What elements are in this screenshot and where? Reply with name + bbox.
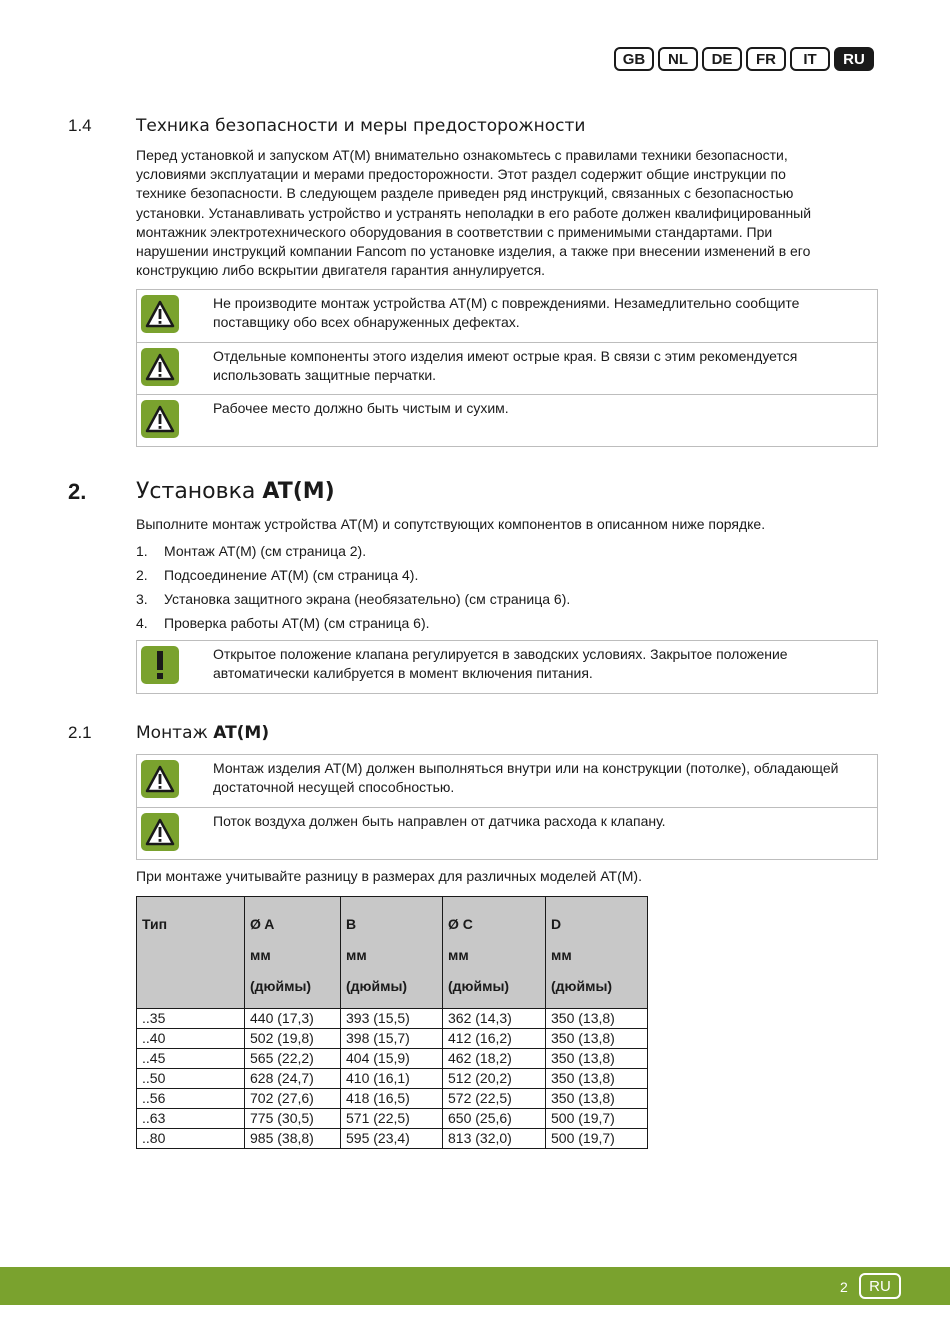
table-cell: 628 (24,7) bbox=[245, 1069, 341, 1089]
section-1-4-number: 1.4 bbox=[68, 116, 92, 135]
table-cell: 350 (13,8) bbox=[546, 1069, 648, 1089]
table-intro: При монтаже учитывайте разницу в размерах для различных моделей AT(M). bbox=[136, 868, 642, 884]
list-item: 1. Монтаж AT(M) (см страница 2). bbox=[136, 543, 367, 559]
paragraph-line: конструкцию либо вскрытии двигателя гарантия аннулируется. bbox=[136, 262, 546, 279]
table-cell: 362 (14,3) bbox=[443, 1009, 546, 1029]
warning-row bbox=[137, 342, 877, 394]
table-cell: 418 (16,5) bbox=[341, 1089, 443, 1109]
table-cell: 398 (15,7) bbox=[341, 1029, 443, 1049]
section-2-title: Установка AT(M) bbox=[136, 479, 335, 504]
section-1-4-title: Техника безопасности и меры предосторожности bbox=[136, 116, 586, 136]
section-2-1-title: Монтаж AT(M) bbox=[136, 723, 270, 743]
warning-triangle-icon bbox=[141, 400, 179, 438]
lang-button-fr[interactable]: FR bbox=[746, 47, 786, 71]
paragraph-line: установки. Устанавливать устройство и устранять неполадки в его работе должен квалифицированный bbox=[136, 204, 812, 221]
note-text: Открытое положение клапана регулируется в заводских условиях. Закрытое положение bbox=[213, 646, 788, 662]
warning-text: достаточной несущей способностью. bbox=[213, 779, 455, 796]
note-box bbox=[136, 640, 878, 694]
warning-triangle-icon bbox=[141, 295, 179, 333]
header-a: Ø A мм (дюймы) bbox=[245, 897, 341, 1009]
table-cell: 650 (25,6) bbox=[443, 1109, 546, 1129]
table-cell: 775 (30,5) bbox=[245, 1109, 341, 1129]
list-item: 4. Проверка работы AT(M) (см страница 6). bbox=[136, 615, 430, 631]
table-header-row bbox=[137, 897, 648, 1009]
table-cell: 502 (19,8) bbox=[245, 1029, 341, 1049]
warning-text: Монтаж изделия AT(M) должен выполняться внутри или на конструкции (потолке), обладающей bbox=[213, 760, 839, 776]
footer-language-badge: RU bbox=[859, 1273, 901, 1299]
note-row bbox=[137, 641, 877, 693]
table-cell: 393 (15,5) bbox=[341, 1009, 443, 1029]
header-c: Ø C мм (дюймы) bbox=[443, 897, 546, 1009]
table-cell: ..63 bbox=[137, 1109, 245, 1129]
paragraph-line: Перед установкой и запуском AT(M) внимательно ознакомьтесь с правилами техники безопасности, bbox=[136, 147, 788, 163]
table-cell: ..50 bbox=[137, 1069, 245, 1089]
table-row bbox=[137, 1069, 648, 1089]
header-d: D мм (дюймы) bbox=[546, 897, 648, 1009]
table-row bbox=[137, 1009, 648, 1029]
table-cell: 410 (16,1) bbox=[341, 1069, 443, 1089]
table-row bbox=[137, 1129, 648, 1149]
warning-triangle-icon bbox=[141, 813, 179, 851]
table-cell: 350 (13,8) bbox=[546, 1049, 648, 1069]
mounting-warnings-box bbox=[136, 754, 878, 860]
warning-triangle-icon bbox=[141, 348, 179, 386]
warning-triangle-icon bbox=[141, 760, 179, 798]
table-cell: 404 (15,9) bbox=[341, 1049, 443, 1069]
table-cell: ..45 bbox=[137, 1049, 245, 1069]
lang-button-gb[interactable]: GB bbox=[614, 47, 654, 71]
paragraph-line: нарушении инструкций компании Fancom по установке изделия, а также при внесении изменений в его bbox=[136, 243, 811, 260]
table-cell: 350 (13,8) bbox=[546, 1029, 648, 1049]
table-cell: 813 (32,0) bbox=[443, 1129, 546, 1149]
table-cell: 412 (16,2) bbox=[443, 1029, 546, 1049]
table-cell: ..35 bbox=[137, 1009, 245, 1029]
paragraph-line: условиями эксплуатации и мерами предосторожности. Этот раздел содержит общие инструкции по bbox=[136, 166, 786, 183]
warning-row bbox=[137, 394, 877, 446]
warning-text: поставщику обо всех обнаруженных дефектах. bbox=[213, 314, 520, 331]
header-type: Тип bbox=[137, 897, 245, 1009]
warning-row bbox=[137, 755, 877, 807]
lang-button-it[interactable]: IT bbox=[790, 47, 830, 71]
language-selector bbox=[614, 47, 874, 71]
table-cell: 565 (22,2) bbox=[245, 1049, 341, 1069]
table-cell: ..56 bbox=[137, 1089, 245, 1109]
safety-warnings-box bbox=[136, 289, 878, 447]
warning-text: Поток воздуха должен быть направлен от датчика расхода к клапану. bbox=[213, 813, 666, 829]
lang-button-de[interactable]: DE bbox=[702, 47, 742, 71]
safety-paragraph bbox=[136, 146, 856, 280]
table-row bbox=[137, 1029, 648, 1049]
table-cell: ..40 bbox=[137, 1029, 245, 1049]
table-cell: 512 (20,2) bbox=[443, 1069, 546, 1089]
table-row bbox=[137, 1089, 648, 1109]
paragraph-line: монтажник электротехнического оборудования в соответствии с применимыми стандартами. При bbox=[136, 223, 773, 240]
section-2-1-number: 2.1 bbox=[68, 723, 92, 742]
table-row bbox=[137, 1049, 648, 1069]
warning-text: Отдельные компоненты этого изделия имеют острые края. В связи с этим рекомендуется bbox=[213, 348, 798, 364]
warning-text: Рабочее место должно быть чистым и сухим. bbox=[213, 400, 509, 416]
table-cell: 350 (13,8) bbox=[546, 1089, 648, 1109]
paragraph-line: технике безопасности. В следующем разделе приведен ряд инструкций, связанных с безопасностью bbox=[136, 185, 794, 202]
table-cell: 462 (18,2) bbox=[443, 1049, 546, 1069]
table-cell: 985 (38,8) bbox=[245, 1129, 341, 1149]
footer-bar bbox=[0, 1267, 950, 1305]
section-2-number: 2. bbox=[68, 479, 87, 504]
table-cell: 500 (19,7) bbox=[546, 1109, 648, 1129]
table-cell: 571 (22,5) bbox=[341, 1109, 443, 1129]
table-cell: ..80 bbox=[137, 1129, 245, 1149]
table-cell: 702 (27,6) bbox=[245, 1089, 341, 1109]
table-cell: 595 (23,4) bbox=[341, 1129, 443, 1149]
installation-steps-list bbox=[136, 543, 570, 639]
section-2-intro: Выполните монтаж устройства AT(M) и сопутствующих компонентов в описанном ниже порядке. bbox=[136, 516, 766, 532]
warning-row bbox=[137, 807, 877, 859]
page-number: 2 bbox=[840, 1279, 848, 1295]
dimensions-table bbox=[136, 896, 648, 1149]
warning-text: использовать защитные перчатки. bbox=[213, 367, 437, 384]
exclamation-icon bbox=[141, 646, 179, 684]
list-item: 2. Подсоединение AT(M) (см страница 4). bbox=[136, 567, 419, 583]
lang-button-ru[interactable]: RU bbox=[834, 47, 874, 71]
lang-button-nl[interactable]: NL bbox=[658, 47, 698, 71]
table-cell: 350 (13,8) bbox=[546, 1009, 648, 1029]
warning-text: Не производите монтаж устройства AT(M) с повреждениями. Незамедлительно сообщите bbox=[213, 295, 800, 311]
note-text: автоматически калибруется в момент включения питания. bbox=[213, 665, 593, 682]
list-item: 3. Установка защитного экрана (необязательно) (см страница 6). bbox=[136, 591, 571, 607]
header-b: B мм (дюймы) bbox=[341, 897, 443, 1009]
table-cell: 440 (17,3) bbox=[245, 1009, 341, 1029]
warning-row bbox=[137, 290, 877, 342]
table-cell: 500 (19,7) bbox=[546, 1129, 648, 1149]
table-cell: 572 (22,5) bbox=[443, 1089, 546, 1109]
table-row bbox=[137, 1109, 648, 1129]
